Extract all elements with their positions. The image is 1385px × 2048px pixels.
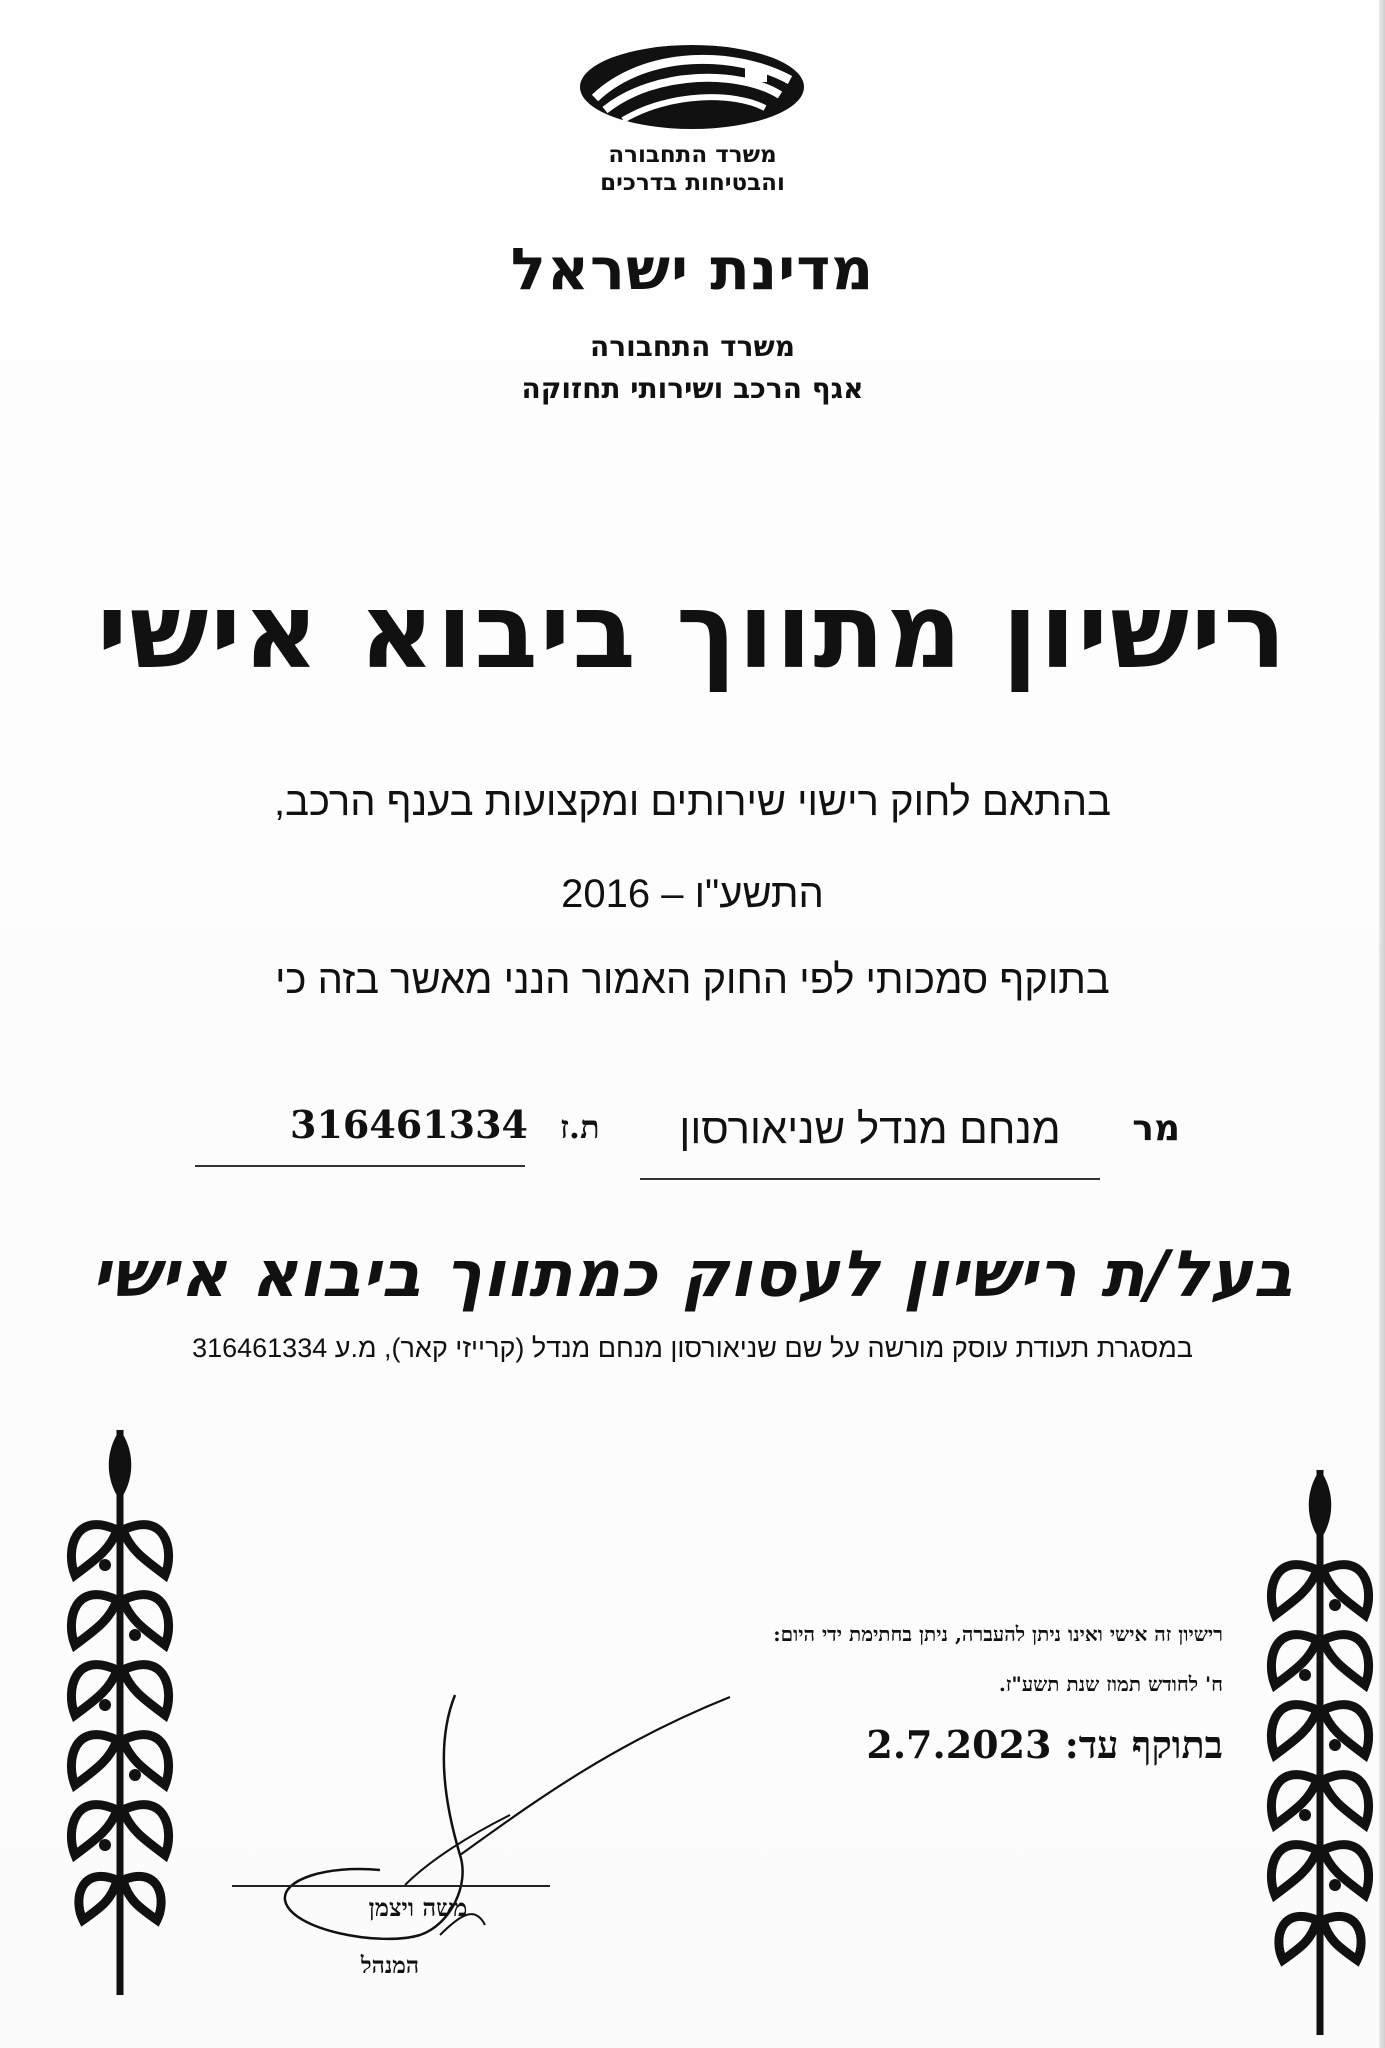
ministry-small-line1: משרד התחבורה — [608, 142, 777, 168]
state-title: מדינת ישראל — [510, 235, 875, 303]
name-underline — [640, 1178, 1100, 1180]
id-underline — [195, 1165, 525, 1167]
division-name: אגף הרכב ושירותי תחזוקה — [521, 372, 864, 405]
license-holder-title: בעל/ת רישיון לעסוק כמתווך ביבוא אישי — [91, 1238, 1294, 1312]
intro-line-1: בהתאם לחוק רישוי שירותים ומקצועות בענף הרכב, — [273, 780, 1111, 824]
id-number: 316461334 — [290, 1102, 528, 1147]
laurel-branch-right-icon — [1255, 1450, 1385, 2040]
hebrew-issue-date: ח' לחודש תמוז שנת תשע"ז. — [998, 1672, 1223, 1696]
ministry-name: משרד התחבורה — [590, 330, 795, 363]
non-transferable-notice: רישיון זה אישי ואינו ניתן להעברה, ניתן בחתימת ידי היום: — [773, 1622, 1223, 1646]
validity-date: בתוקף עד: 2.7.2023 — [866, 1722, 1223, 1767]
laurel-branch-left-icon — [55, 1410, 185, 2000]
id-label: ת.ז — [560, 1108, 600, 1146]
ministry-small-line2: והבטיחות בדרכים — [600, 170, 785, 196]
title-label: מר — [1132, 1108, 1180, 1149]
signer-name: משה ויצמן — [368, 1893, 468, 1922]
signer-role: המנהל — [360, 1952, 420, 1979]
signature-line — [232, 1885, 550, 1887]
license-framework: במסגרת תעודת עוסק מורשה על שם שניאורסון מנחם מנדל (קרייזי קאר), מ.ע 316461334 — [192, 1333, 1193, 1363]
intro-line-2: התשע"ו – 2016 — [561, 872, 824, 916]
ministry-logo-icon — [575, 40, 810, 135]
holder-name: מנחם מנדל שניאורסון — [679, 1105, 1061, 1152]
intro-line-3: בתוקף סמכותי לפי החוק האמור הנני מאשר בזה כי — [275, 958, 1110, 1002]
certificate-title: רישיון מתווך ביבוא אישי — [96, 570, 1289, 692]
